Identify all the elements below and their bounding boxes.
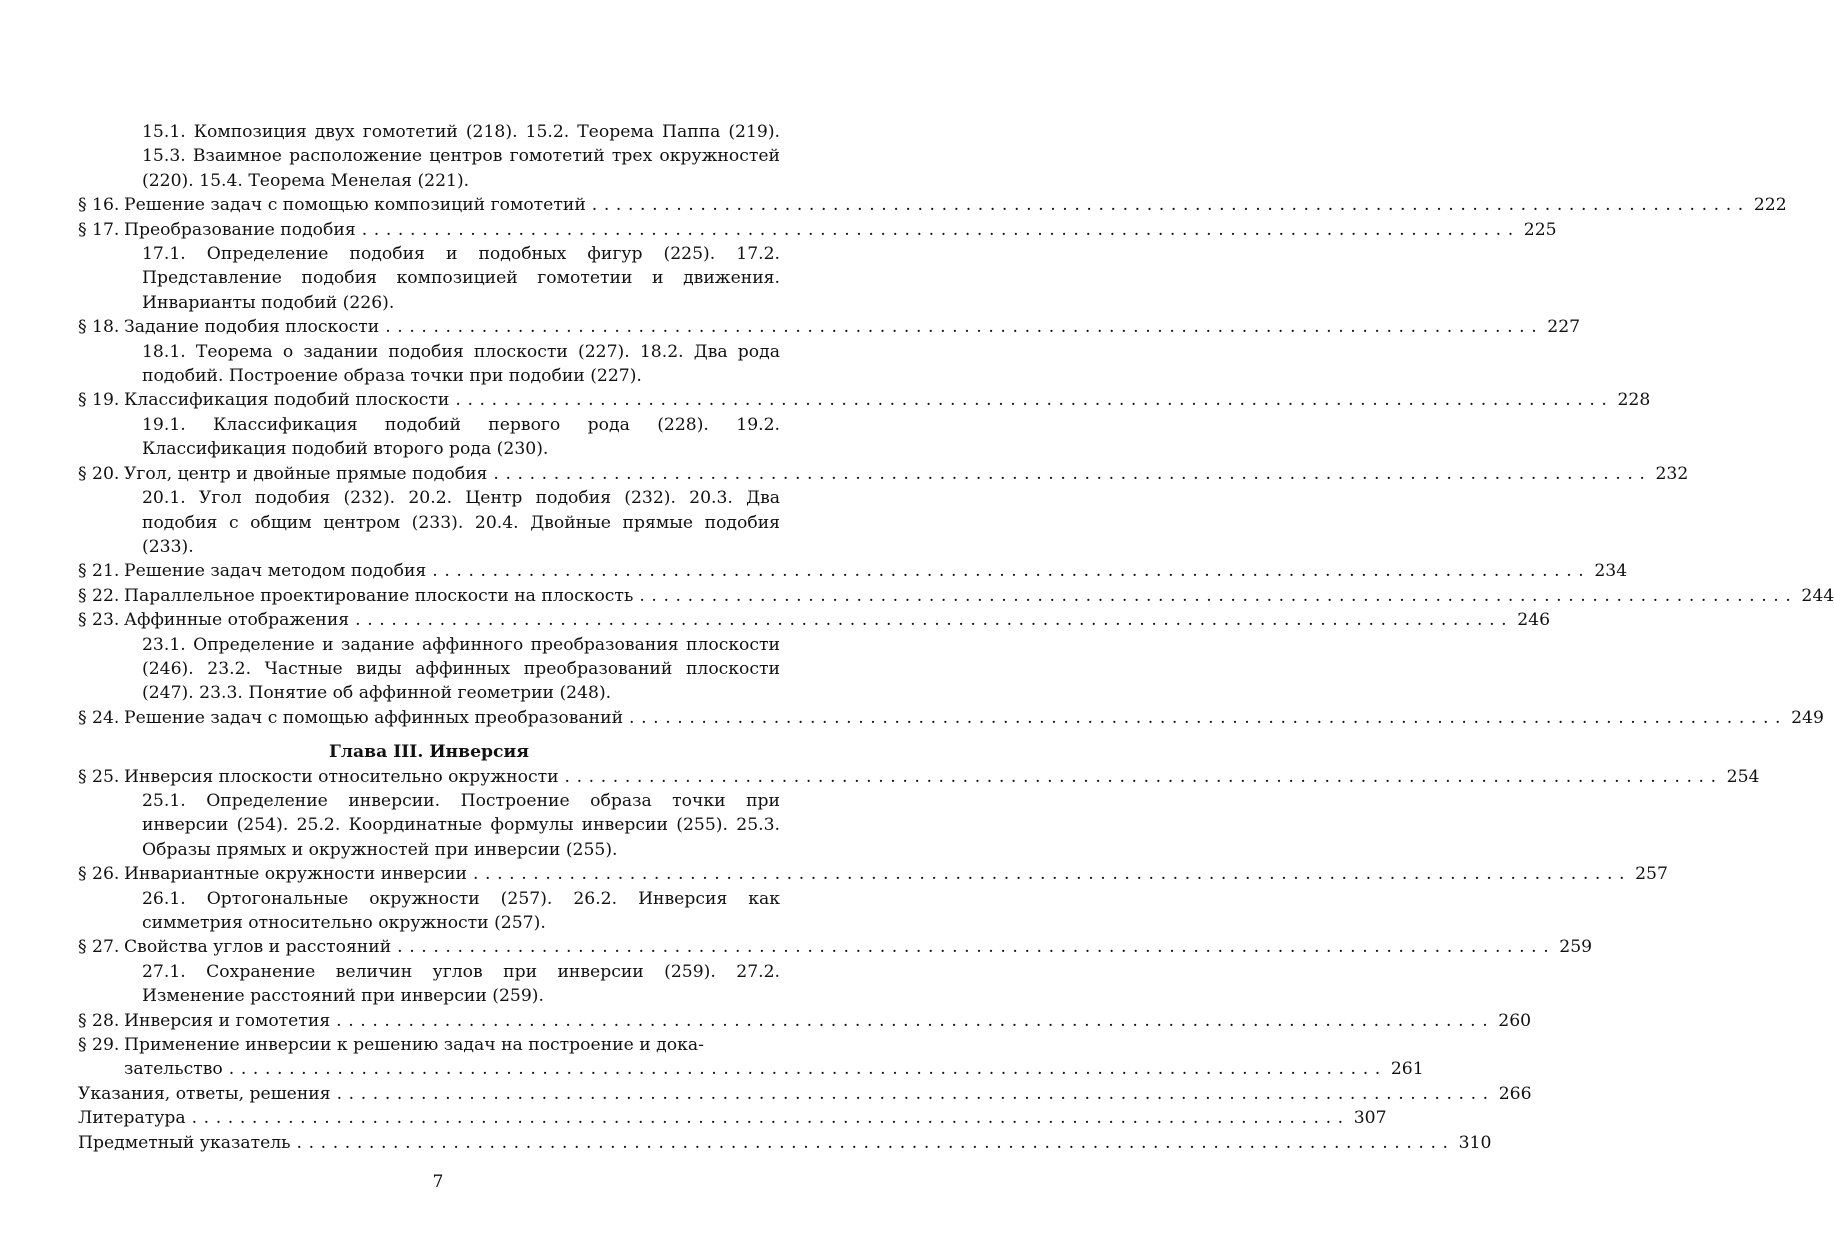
toc-section-number: § 20.	[78, 463, 120, 484]
toc-entry-23[interactable]	[78, 608, 1551, 632]
toc-dot-leader: ................................................................................................	[361, 219, 1520, 240]
toc-subitems-19: 19.1. Классификация подобий первого рода (228). 19.2. Классификация подобий второго рода (230).	[142, 414, 780, 460]
toc-dot-leader: ................................................................................................	[472, 864, 1632, 885]
toc-page-number: 260	[1498, 1010, 1532, 1031]
toc-entry-index[interactable]	[78, 1131, 1492, 1155]
toc-page-number: 257	[1635, 864, 1668, 885]
toc-section-number: § 28.	[78, 1010, 120, 1031]
toc-section-title: Решение задач с помощью композиций гомотетий	[124, 195, 586, 216]
toc-section-title: Угол, центр и двойные прямые подобия	[124, 463, 488, 484]
toc-section-title: Аффинные отображения	[124, 610, 350, 631]
toc-page-number: 261	[1390, 1059, 1424, 1080]
toc-subitems-27: 27.1. Сохранение величин углов при инверсии (259). 27.2. Изменение расстояний при инверсии (259).	[142, 961, 780, 1007]
toc-entry-answers[interactable]	[78, 1082, 1532, 1106]
toc-subitems-26: 26.1. Ортогональные окружности (257). 26.2. Инверсия как симметрия относительно окружности (257).	[142, 888, 780, 933]
toc-page-number: 307	[1353, 1108, 1387, 1129]
toc-section-number: § 18.	[78, 317, 120, 338]
toc-dot-leader: ................................................................................................	[639, 585, 1798, 606]
toc-page-number: 244	[1801, 585, 1834, 606]
toc-dot-leader: ................................................................................................	[296, 1132, 1455, 1153]
toc-section-title: Применение инверсии к решению задач на построение и дока-	[124, 1035, 704, 1056]
toc-section-number: § 17.	[78, 219, 120, 240]
toc-entry-16[interactable]	[78, 193, 1787, 217]
toc-entry-20[interactable]	[78, 462, 1689, 486]
toc-entry-21[interactable]	[78, 559, 1628, 583]
toc-page-number: 228	[1617, 390, 1651, 411]
toc-section-title: Преобразование подобия	[124, 219, 356, 240]
toc-dot-leader: ................................................................................................	[493, 463, 1652, 484]
toc-entry-26[interactable]	[78, 862, 1668, 886]
toc-section-title: Инвариантные окружности инверсии	[124, 864, 467, 885]
toc-dot-leader: ................................................................................................	[591, 195, 1750, 216]
toc-dot-leader: ................................................................................................	[191, 1108, 1350, 1129]
toc-page-number: 232	[1655, 463, 1689, 484]
toc-section-title: Указания, ответы, решения	[78, 1083, 331, 1104]
toc-section-number: § 21.	[78, 561, 120, 582]
toc-page-number: 234	[1594, 561, 1628, 582]
toc-section-title: Свойства углов и расстояний	[124, 937, 392, 958]
toc-page-number: 310	[1458, 1132, 1492, 1153]
toc-dot-leader: ................................................................................................	[336, 1083, 1495, 1104]
toc-section-title: Задание подобия плоскости	[124, 317, 380, 338]
toc-section-number: § 29.	[78, 1035, 120, 1056]
toc-section-number: § 22.	[78, 585, 120, 606]
toc-entry-28[interactable]	[78, 1009, 1532, 1033]
toc-section-number: § 25.	[78, 766, 120, 787]
toc-subitems-25: 25.1. Определение инверсии. Построение образа точки при инверсии (254). 25.2. Координатные формулы инверсии (255). 25.3. Образы прямых и окружностей при инверсии (255).	[142, 790, 780, 860]
toc-dot-leader: ................................................................................................	[397, 937, 1556, 958]
toc-page-number: 227	[1547, 317, 1581, 338]
toc-section-number: § 24.	[78, 707, 120, 728]
toc-section-number: § 26.	[78, 864, 120, 885]
toc-entry-22[interactable]	[78, 584, 1834, 608]
toc-page-number: 266	[1498, 1083, 1532, 1104]
toc-page-number: 222	[1753, 195, 1787, 216]
toc-dot-leader: ................................................................................................	[385, 317, 1544, 338]
toc-dot-leader: ................................................................................................	[564, 766, 1723, 787]
page-number: 7	[432, 1172, 444, 1192]
toc-dot-leader: ................................................................................................	[455, 390, 1614, 411]
table-of-contents	[78, 120, 1834, 1155]
toc-entry-literature[interactable]	[78, 1106, 1387, 1130]
toc-entry-27[interactable]	[78, 935, 1593, 959]
toc-section-title-continued: зательство	[124, 1059, 223, 1080]
toc-section-number: § 23.	[78, 610, 120, 631]
toc-dot-leader: ................................................................................................	[432, 561, 1591, 582]
toc-section-number: § 19.	[78, 390, 120, 411]
toc-subitems-20: 20.1. Угол подобия (232). 20.2. Центр подобия (232). 20.3. Два подобия с общим центром (233). 20.4. Двойные прямые подобия (233).	[142, 488, 780, 557]
toc-section-title: Классификация подобий плоскости	[124, 390, 450, 411]
toc-page-number: 259	[1559, 937, 1593, 958]
toc-section-number: § 16.	[78, 195, 120, 216]
toc-section-title: Инверсия плоскости относительно окружности	[124, 766, 559, 787]
toc-section-title: Решение задач с помощью аффинных преобразований	[124, 707, 624, 728]
toc-dot-leader: ................................................................................................	[355, 610, 1514, 631]
toc-entry-25[interactable]	[78, 765, 1760, 789]
toc-page-number: 254	[1726, 766, 1760, 787]
toc-page-number: 249	[1791, 707, 1824, 728]
toc-entry-17[interactable]	[78, 218, 1557, 242]
toc-section-title: Инверсия и гомотетия	[124, 1010, 331, 1031]
toc-section-title: Литература	[78, 1108, 186, 1129]
toc-section-title: Параллельное проектирование плоскости на плоскость	[124, 585, 634, 606]
toc-entry-24[interactable]	[78, 706, 1824, 730]
toc-dot-leader: ................................................................................................	[336, 1010, 1495, 1031]
toc-dot-leader: ................................................................................................	[629, 707, 1788, 728]
chapter-heading: Глава III. Инверсия	[329, 742, 529, 763]
toc-section-title: Решение задач методом подобия	[124, 561, 427, 582]
toc-entry-19[interactable]	[78, 388, 1651, 412]
toc-subitems-23: 23.1. Определение и задание аффинного преобразования плоскости (246). 23.2. Частные виды аффинных преобразований плоскости (247). 23.3. Понятие об аффинной геометрии (248).	[142, 634, 780, 704]
toc-page-number: 246	[1517, 610, 1551, 631]
toc-subitems-15: 15.1. Композиция двух гомотетий (218). 15.2. Теорема Паппа (219). 15.3. Взаимное расположение центров гомотетий трех окружностей (220). 15.4. Теорема Менелая (221).	[142, 122, 780, 191]
toc-section-title: Предметный указатель	[78, 1132, 291, 1153]
toc-dot-leader: ................................................................................................	[228, 1059, 1387, 1080]
toc-page-number: 225	[1523, 219, 1557, 240]
toc-entry-18[interactable]	[78, 315, 1581, 339]
toc-section-number: § 27.	[78, 937, 120, 958]
toc-entry-29[interactable]	[78, 1033, 1424, 1082]
toc-subitems-18: 18.1. Теорема о задании подобия плоскости (227). 18.2. Два рода подобий. Построение образа точки при подобии (227).	[142, 341, 780, 387]
toc-subitems-17: 17.1. Определение подобия и подобных фигур (225). 17.2. Представление подобия композицией гомотетии и движения. Инварианты подобий (226).	[142, 244, 780, 313]
